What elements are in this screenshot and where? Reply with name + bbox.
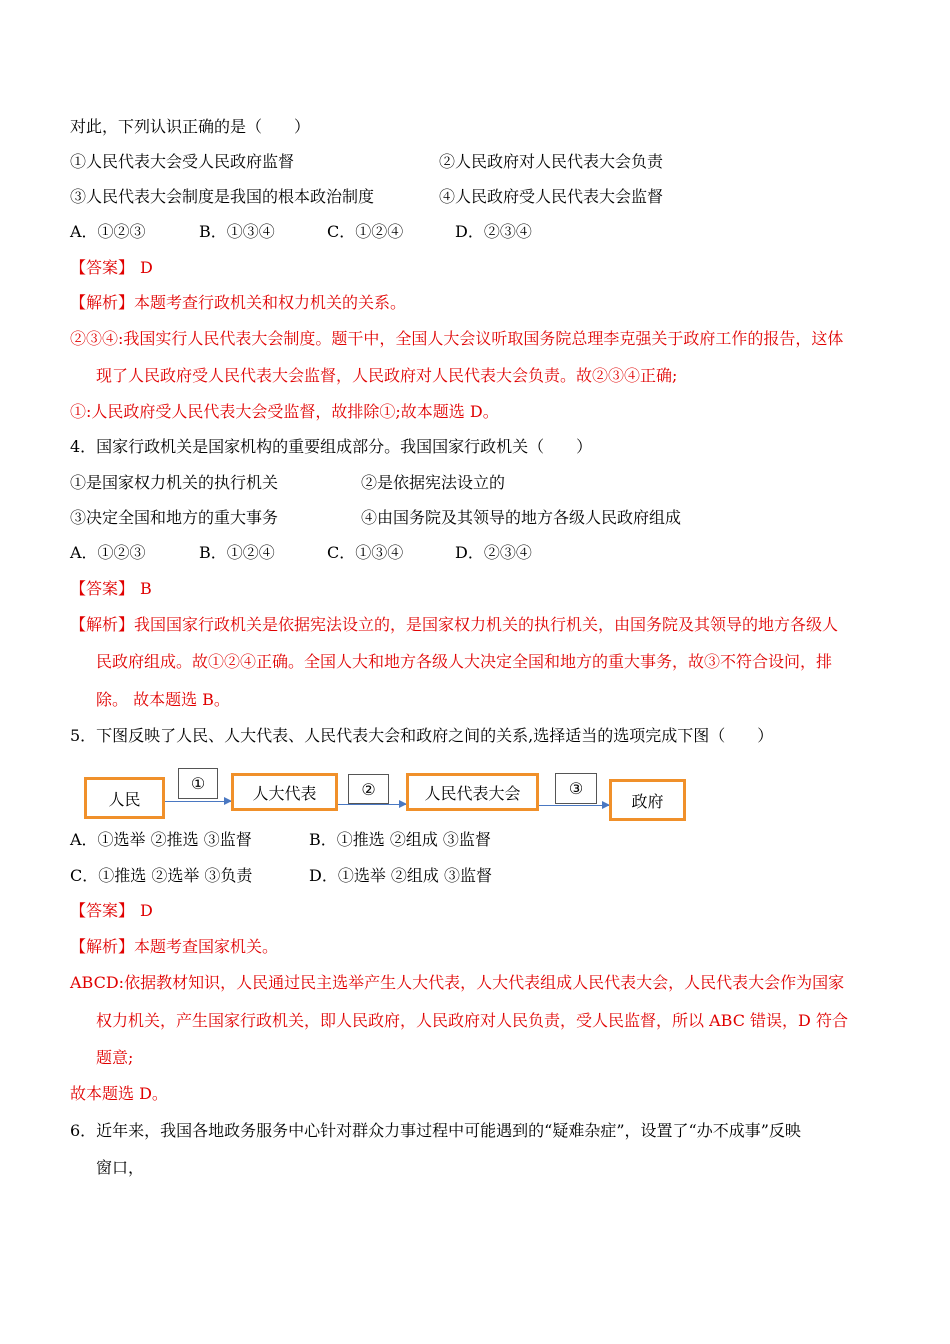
q3-stem: 对此，下列认识正确的是（ ） <box>70 117 311 136</box>
answer-tag: 【答案】 <box>70 901 135 920</box>
diagram-node-people: 人民 <box>84 777 165 819</box>
answer-value: B <box>140 579 152 598</box>
q5-analysis-line-5: 故本题选 D。 <box>70 1084 168 1103</box>
q3-choice-b: B．①③④ <box>199 222 275 241</box>
q5-answer <box>70 901 153 921</box>
q4-answer <box>70 579 152 599</box>
q4-choice-c: C．①③④ <box>327 543 404 562</box>
q5-choice-a: A．①选举 ②推选 ③监督 <box>70 830 252 849</box>
q4-choice-a: A．①②③ <box>70 543 146 562</box>
q5-choice-b: B．①推选 ②组成 ③监督 <box>309 830 491 849</box>
q3-choice-c: C．①②④ <box>327 222 404 241</box>
answer-value: D <box>140 258 153 277</box>
q4-option-1: ①是国家权力机关的执行机关 <box>70 473 279 492</box>
q5-choice-c: C．①推选 ②选举 ③负责 <box>70 866 253 885</box>
q5-analysis-line-2: ABCD:依据教材知识，人民通过民主选举产生人大代表，人大代表组成人民代表大会，人民代表大会作为国家 <box>70 973 845 992</box>
q6-stem-line-1: 6．近年来，我国各地政务服务中心针对群众力事过程中可能遇到的“疑难杂症”，设置了“办不成事”反映 <box>70 1121 801 1140</box>
q5-choice-d: D．①选举 ②组成 ③监督 <box>309 866 493 885</box>
q4-option-3: ③决定全国和地方的重大事务 <box>70 508 279 527</box>
q4-option-4: ④由国务院及其领导的地方各级人民政府组成 <box>361 508 682 527</box>
q3-option-2: ②人民政府对人民代表大会负责 <box>439 152 664 171</box>
arrow-right-icon <box>539 805 609 806</box>
diagram-blank-2: ② <box>348 774 389 804</box>
q3-analysis-line-4: ①:人民政府受人民代表大会受监督，故排除①;故本题选 D。 <box>70 402 499 421</box>
q3-choice-a: A．①②③ <box>70 222 146 241</box>
diagram-node-government: 政府 <box>609 779 686 821</box>
arrow-right-icon <box>338 804 406 805</box>
q3-analysis-line-2: ②③④:我国实行人民代表大会制度。题干中，全国人大会议听取国务院总理李克强关于政府工作的报告，这体 <box>70 329 844 348</box>
q5-stem: 5．下图反映了人民、人大代表、人民代表大会和政府之间的关系,选择适当的选项完成下图（ ） <box>70 726 774 745</box>
answer-tag: 【答案】 <box>70 258 135 277</box>
q4-analysis-line-2: 民政府组成。故①②④正确。全国人大和地方各级人大决定全国和地方的重大事务，故③不符合设问，排 <box>96 652 833 671</box>
q5-analysis-line-4: 题意; <box>96 1048 134 1067</box>
q3-analysis-line-1: 【解析】本题考查行政机关和权力机关的关系。 <box>70 293 407 312</box>
q3-option-3: ③人民代表大会制度是我国的根本政治制度 <box>70 187 375 206</box>
diagram-blank-3: ③ <box>555 773 597 804</box>
q5-analysis-line-1: 【解析】本题考查国家机关。 <box>70 937 279 956</box>
q4-stem: 4．国家行政机关是国家机构的重要组成部分。我国国家行政机关（ ） <box>70 437 593 456</box>
arrow-right-icon <box>165 801 231 802</box>
q3-choice-d: D．②③④ <box>455 222 532 241</box>
q4-analysis-line-1: 【解析】我国国家行政机关是依据宪法设立的，是国家权力机关的执行机关，由国务院及其领导的地方各级人 <box>70 615 839 634</box>
q3-option-1: ①人民代表大会受人民政府监督 <box>70 152 295 171</box>
q4-choice-b: B．①②④ <box>199 543 275 562</box>
q4-option-2: ②是依据宪法设立的 <box>361 473 506 492</box>
q5-analysis-line-3: 权力机关，产生国家行政机关，即人民政府，人民政府对人民负责，受人民监督，所以 ABC 错误，D 符合 <box>96 1011 848 1030</box>
diagram-node-congress: 人民代表大会 <box>406 773 539 811</box>
answer-value: D <box>140 901 153 920</box>
answer-tag: 【答案】 <box>70 579 135 598</box>
q4-choice-d: D．②③④ <box>455 543 532 562</box>
q3-answer <box>70 258 153 278</box>
q4-analysis-line-3: 除。 故本题选 B。 <box>96 690 230 709</box>
diagram-node-deputies: 人大代表 <box>231 773 338 811</box>
diagram-blank-1: ① <box>178 768 218 799</box>
q3-option-4: ④人民政府受人民代表大会监督 <box>439 187 664 206</box>
q6-stem-line-2: 窗口， <box>96 1158 145 1177</box>
q3-analysis-line-3: 现了人民政府受人民代表大会监督，人民政府对人民代表大会负责。故②③④正确; <box>96 366 678 385</box>
